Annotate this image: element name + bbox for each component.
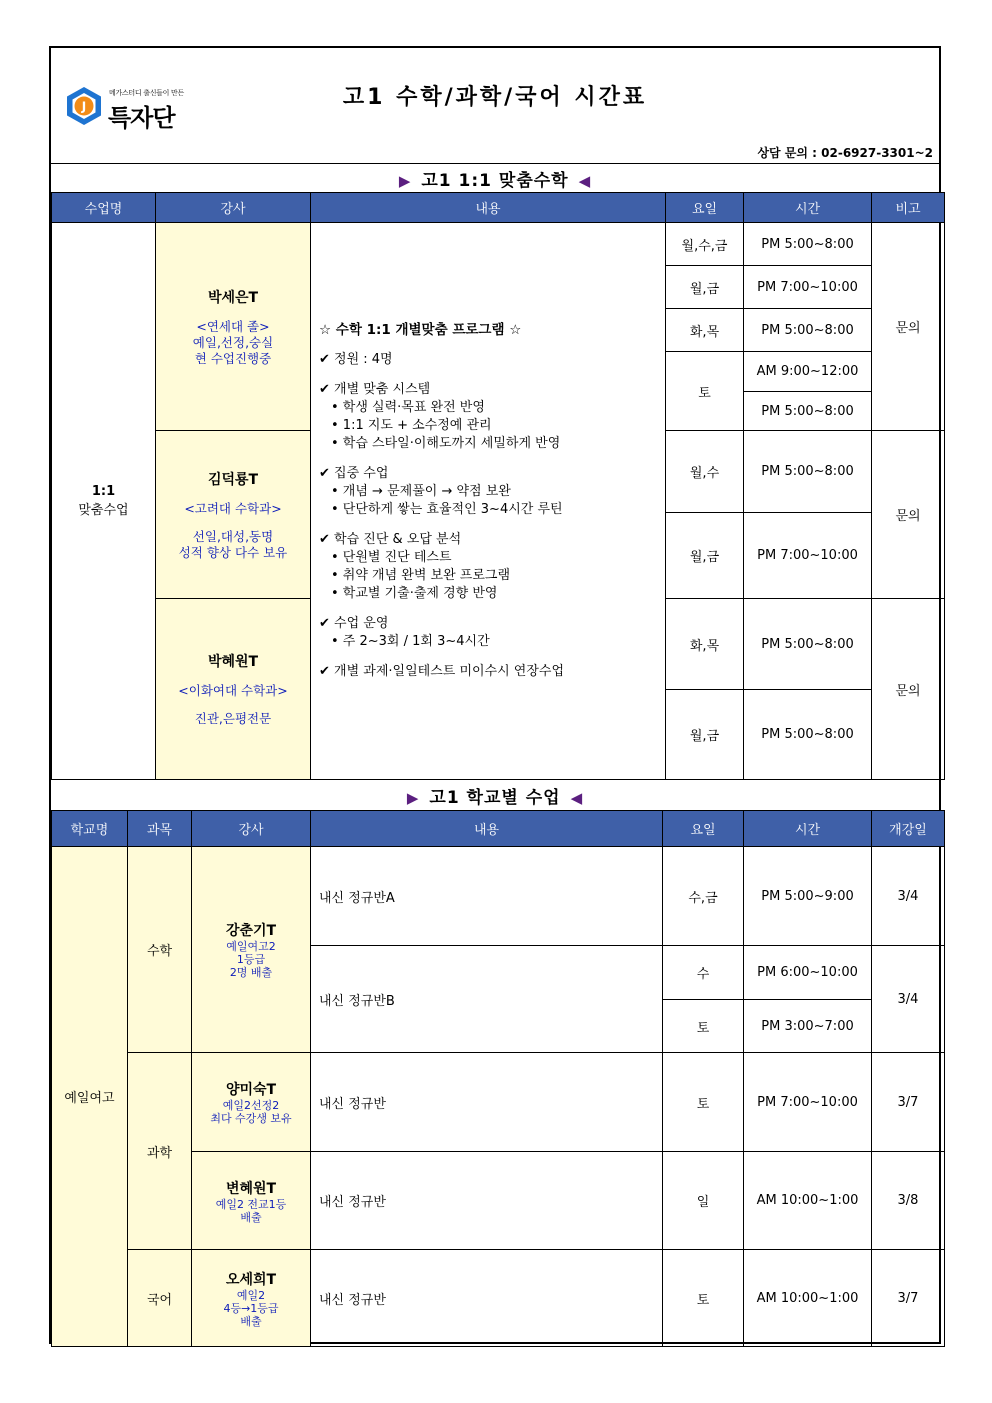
day-cell: 토: [666, 352, 744, 431]
day-cell: 화,목: [666, 599, 744, 690]
time-cell: AM 10:00~1:00: [744, 1250, 872, 1347]
program-description: ☆ 수학 1:1 개별맞춤 프로그램 ☆ ✔ 정원 : 4명 ✔ 개별 맞춤 시스템 • 학생 실력·목표 완전 반영 • 1:1 지도 + 소수정예 관리 • 학습 스타일·이해도까지 세밀하게 반영 ✔ 집중 수업 • 개념 → 문제풀이 → 약점 보완 • 단단하게 쌓는 효율적인 3~4시간 루틴 ✔ 학습 진단 & 오답 분석 • 단원별 진단 테스트 • 취약 개념 완벽 보완 프로그램 • 학교별 기출·출제 경향 반영 ✔ 수업 운영 • 주 2~3회 / 1회 3~4시간 ✔ 개별 과제·일일테스트 미이수시 연장수업: [311, 223, 666, 780]
header-start-date: 개강일: [872, 811, 945, 847]
time-cell: AM 9:00~12:00: [744, 352, 872, 392]
header-subject: 과목: [128, 811, 192, 847]
section1-title: ▶ 고1 1:1 맞춤수학 ◀: [398, 171, 592, 191]
svg-text:J: J: [81, 99, 87, 114]
teacher-cell: 박혜원T <이화여대 수학과> 진관,은평전문: [156, 599, 311, 780]
header-content: 내용: [311, 811, 663, 847]
day-cell: 월,수: [666, 431, 744, 513]
header-teacher: 강사: [156, 193, 311, 223]
right-triangle-icon: ▶: [398, 172, 412, 190]
header-class: 수업명: [52, 193, 156, 223]
note-cell: 문의: [872, 431, 945, 599]
logo-tagline: 메가스터디 출신들이 만든: [109, 89, 184, 97]
header-day: 요일: [666, 193, 744, 223]
logo-name: 특자단: [108, 104, 175, 132]
class-content: 내신 정규반: [311, 1250, 663, 1347]
start-date-cell: 3/7: [872, 1250, 945, 1347]
class-content: 내신 정규반: [311, 1053, 663, 1152]
time-cell: PM 7:00~10:00: [744, 266, 872, 309]
subject-cell: 수학: [128, 847, 192, 1053]
day-cell: 수,금: [663, 847, 744, 946]
time-cell: AM 10:00~1:00: [744, 1152, 872, 1250]
class-content: 내신 정규반A: [311, 847, 663, 946]
time-cell: PM 5:00~8:00: [744, 309, 872, 352]
start-date-cell: 3/8: [872, 1152, 945, 1250]
header: [51, 48, 939, 164]
class-name-cell: 1:1 맞춤수업: [52, 223, 156, 780]
left-triangle-icon: ◀: [578, 172, 592, 190]
class-content: 내신 정규반B: [311, 946, 663, 1053]
start-date-cell: 3/7: [872, 1053, 945, 1152]
time-cell: PM 5:00~8:00: [744, 690, 872, 780]
time-cell: PM 6:00~10:00: [744, 946, 872, 1000]
timetable-sheet: [49, 46, 941, 1344]
start-date-cell: 3/4: [872, 946, 945, 1053]
day-cell: 화,목: [666, 309, 744, 352]
header-time: 시간: [744, 811, 872, 847]
time-cell: PM 7:00~10:00: [744, 513, 872, 599]
right-triangle-icon: ▶: [406, 789, 420, 807]
left-triangle-icon: ◀: [570, 789, 584, 807]
teacher-cell: 강춘기T 예일여고2 1등급 2명 배출: [192, 847, 311, 1053]
time-cell: PM 5:00~8:00: [744, 392, 872, 431]
time-cell: PM 5:00~8:00: [744, 599, 872, 690]
header-note: 비고: [872, 193, 945, 223]
header-day: 요일: [663, 811, 744, 847]
note-cell: 문의: [872, 223, 945, 431]
header-teacher: 강사: [192, 811, 311, 847]
day-cell: 토: [663, 1000, 744, 1053]
header-content: 내용: [311, 193, 666, 223]
day-cell: 수: [663, 946, 744, 1000]
day-cell: 월,수,금: [666, 223, 744, 266]
teacher-cell: 오세희T 예일2 4등→1등급 배출: [192, 1250, 311, 1347]
section2-title: ▶ 고1 학교별 수업 ◀: [406, 788, 584, 808]
header-time: 시간: [744, 193, 872, 223]
subject-cell: 국어: [128, 1250, 192, 1347]
time-cell: PM 5:00~8:00: [744, 431, 872, 513]
class-content: 내신 정규반: [311, 1152, 663, 1250]
start-date-cell: 3/4: [872, 847, 945, 946]
teacher-cell: 변혜원T 예일2 전교1등 배출: [192, 1152, 311, 1250]
time-cell: PM 5:00~8:00: [744, 223, 872, 266]
day-cell: 월,금: [666, 513, 744, 599]
time-cell: PM 5:00~9:00: [744, 847, 872, 946]
time-cell: PM 7:00~10:00: [744, 1053, 872, 1152]
teacher-cell: 김덕룡T <고려대 수학과> 선일,대성,동명 성적 향상 다수 보유: [156, 431, 311, 599]
section2-table: [51, 810, 945, 1347]
contact-info: 상담 문의 : 02-6927-3301~2: [757, 146, 933, 160]
section1-table: [51, 192, 945, 780]
school-cell: 예일여고: [52, 847, 128, 1347]
subject-cell: 과학: [128, 1053, 192, 1250]
day-cell: 월,금: [666, 266, 744, 309]
time-cell: PM 3:00~7:00: [744, 1000, 872, 1053]
teacher-cell: 양미숙T 예일2선정2 최다 수강생 보유: [192, 1053, 311, 1152]
day-cell: 토: [663, 1250, 744, 1347]
teacher-cell: 박세은T <연세대 졸> 예일,선정,숭실 현 수업진행중: [156, 223, 311, 431]
header-school: 학교명: [52, 811, 128, 847]
day-cell: 토: [663, 1053, 744, 1152]
day-cell: 월,금: [666, 690, 744, 780]
note-cell: 문의: [872, 599, 945, 780]
page-title: 고1 수학/과학/국어 시간표: [342, 85, 648, 110]
day-cell: 일: [663, 1152, 744, 1250]
